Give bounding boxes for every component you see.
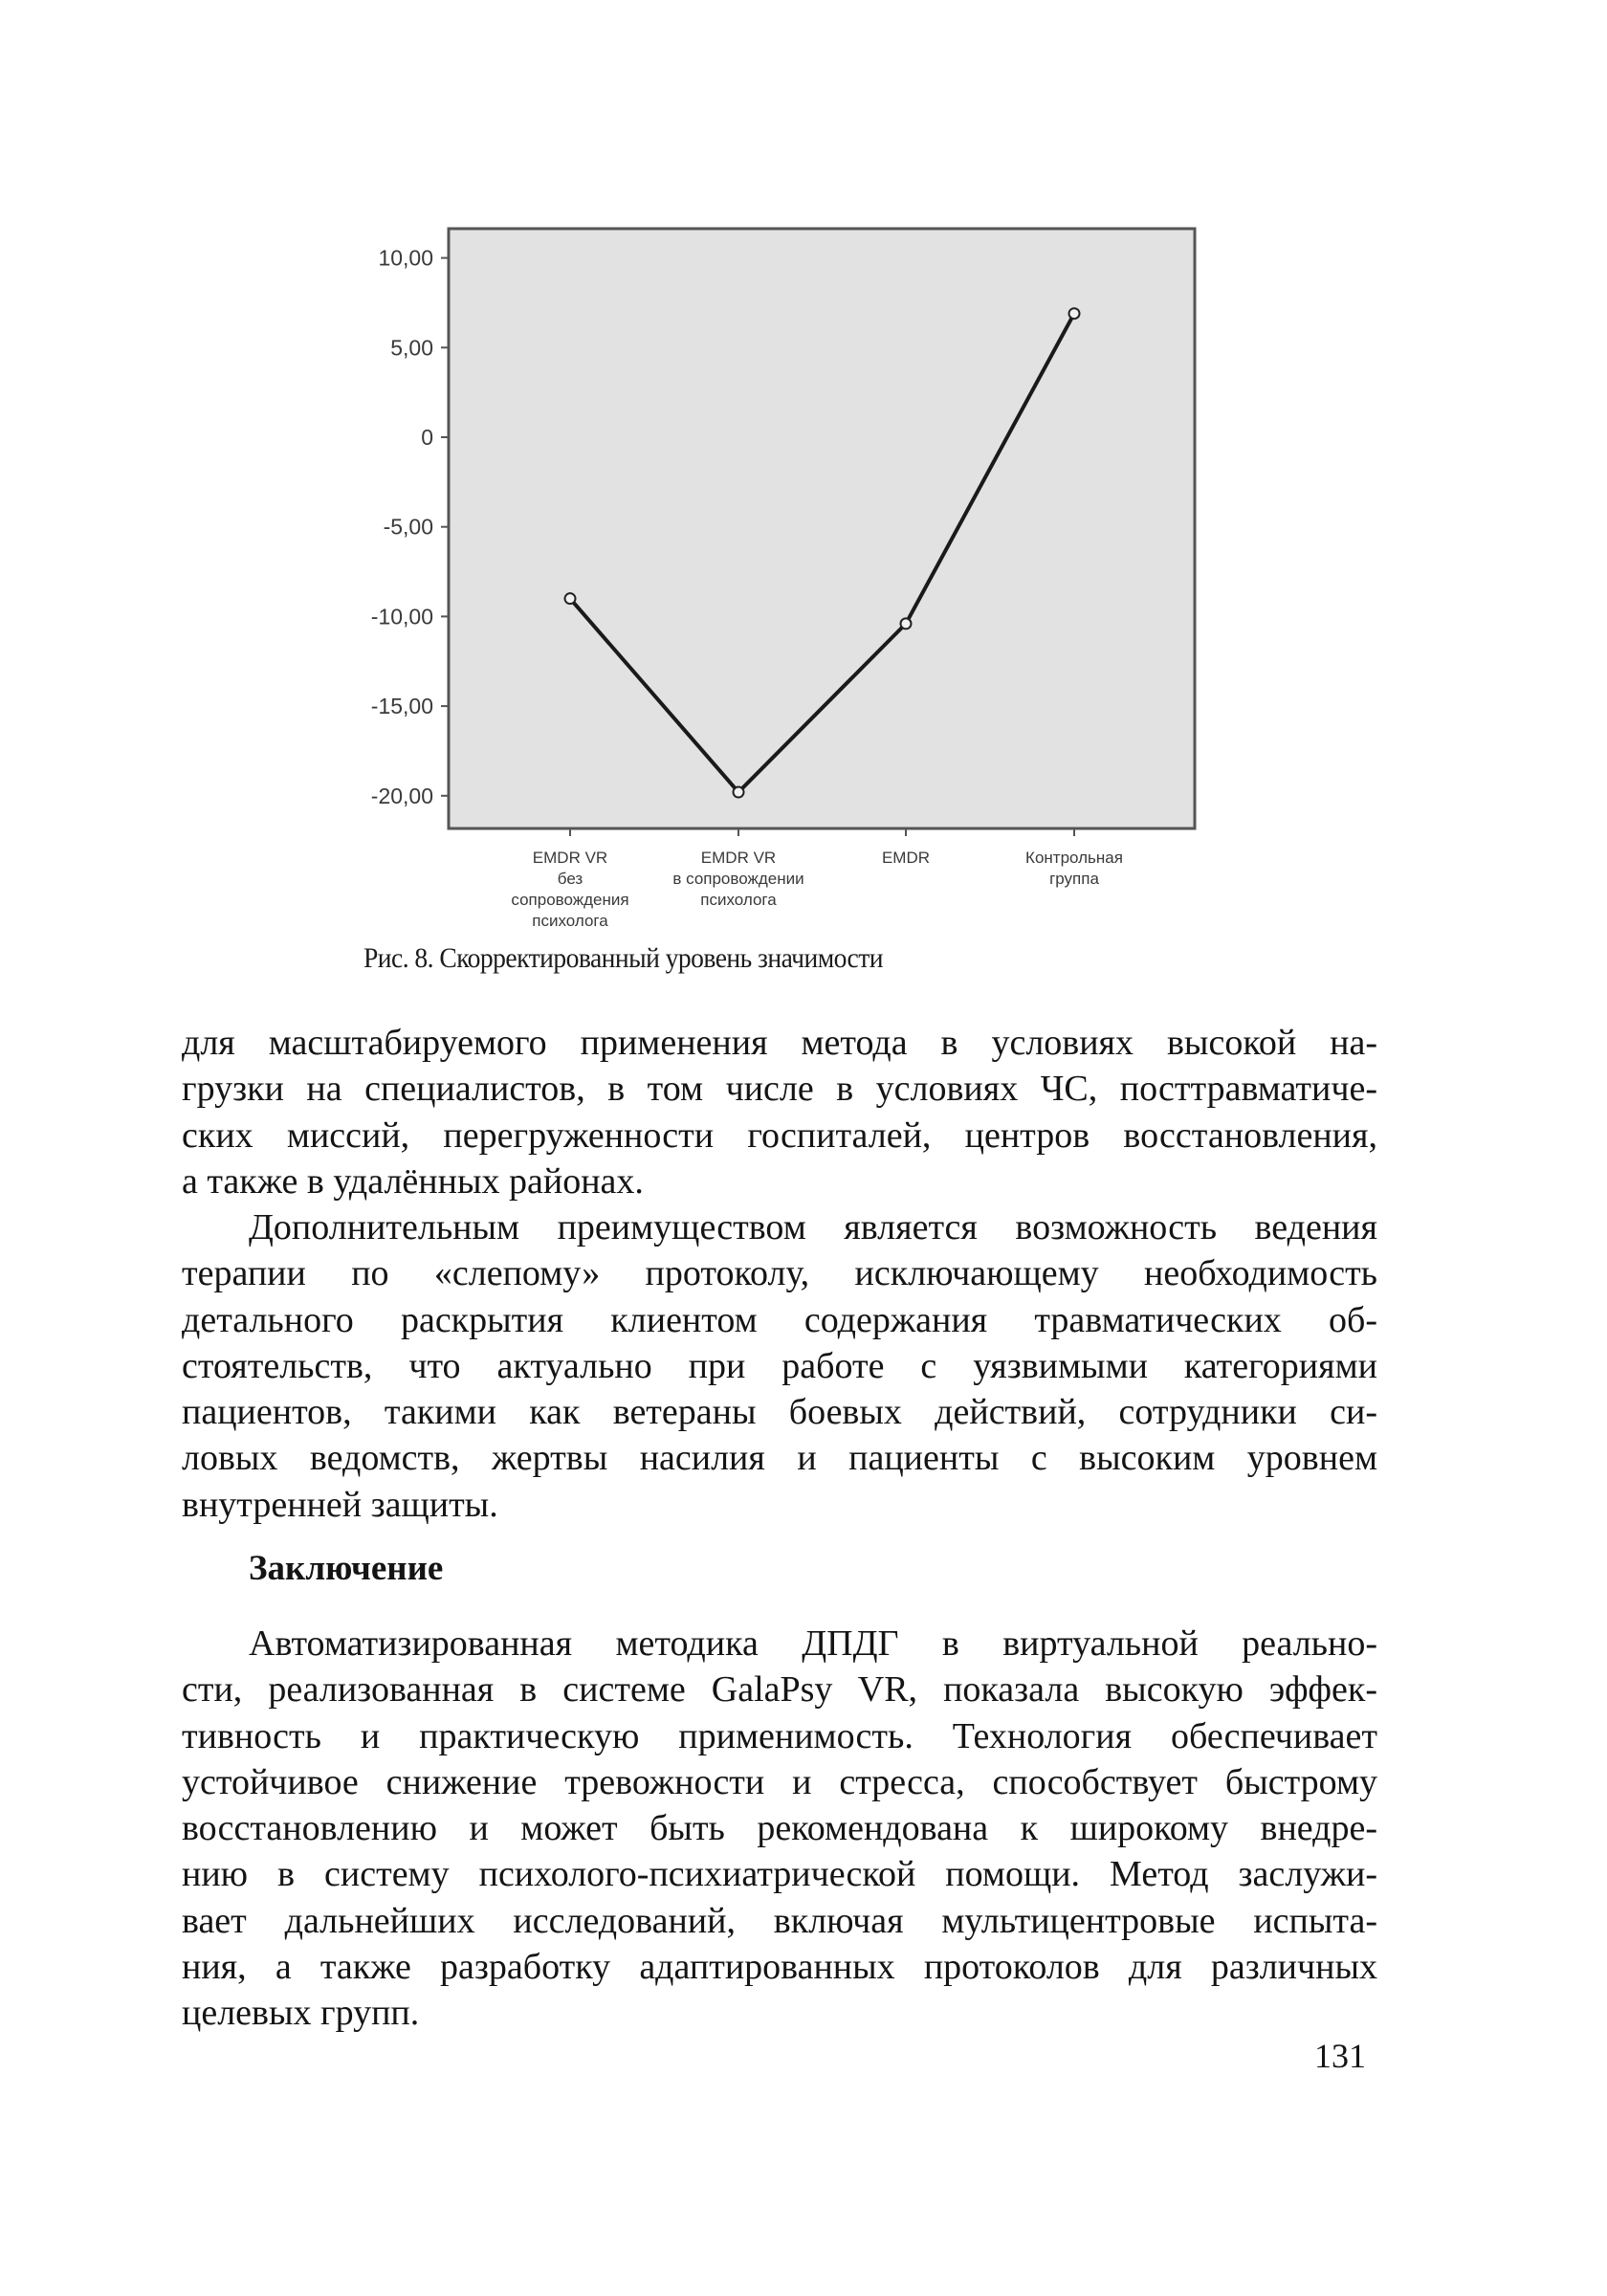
paragraph-2 <box>182 1204 1377 1528</box>
text-line: сти, реализованная в системе GalaPsy VR, показала высокую эффек- <box>182 1669 1377 1711</box>
text-line: для масштабируемого применения метода в условиях высокой на- <box>182 1023 1377 1063</box>
data-point-marker <box>901 618 912 629</box>
page-number: 131 <box>1314 2037 1366 2075</box>
plot-area <box>449 229 1195 828</box>
paragraph-3 <box>182 1621 1377 2037</box>
text-line: грузки на специалистов, в том числе в условиях ЧС, посттравматиче- <box>182 1069 1377 1110</box>
text-line: ловых ведомств, жертвы насилия и пациенты с высоким уровнем <box>182 1438 1377 1479</box>
y-tick-label: 5,00 <box>390 335 433 361</box>
x-category-label: без <box>557 870 583 888</box>
x-category-label: Контрольная <box>1025 849 1123 867</box>
x-category-label: группа <box>1049 870 1099 888</box>
text-line: нию в систему психолого-психиатрической помощи. Метод заслужи- <box>182 1854 1377 1895</box>
text-line: а также в удалённых районах. <box>182 1160 644 1202</box>
y-tick-label: -15,00 <box>370 694 433 719</box>
text-line: внутренней защиты. <box>182 1484 498 1525</box>
text-line: терапии по «слепому» протоколу, исключающему необходимость <box>182 1253 1377 1294</box>
chart-canvas <box>0 0 1607 957</box>
figure-8-line-chart <box>0 0 1607 957</box>
figure-caption: Рис. 8. Скорректированный уровень значимости <box>363 942 883 974</box>
data-point-marker <box>1069 308 1080 319</box>
text-line: Автоматизированная методика ДПДГ в виртуальной реально- <box>249 1623 1377 1664</box>
text-line: детального раскрытия клиентом содержания травматических об- <box>182 1299 1377 1340</box>
y-tick-label: -10,00 <box>370 604 433 629</box>
x-category-label: сопровождения <box>511 891 629 909</box>
x-category-label: EMDR VR <box>532 849 608 867</box>
paragraph-1 <box>182 1020 1377 1204</box>
data-point-marker <box>734 787 744 798</box>
y-tick-label: 0 <box>421 425 433 450</box>
x-category-label: в сопровождении <box>672 870 804 888</box>
text-line: пациентов, такими как ветераны боевых действий, сотрудники си- <box>182 1392 1377 1433</box>
text-line: целевых групп. <box>182 1993 420 2034</box>
text-line: стоятельств, что актуально при работе с уязвимыми категориями <box>182 1345 1377 1386</box>
text-line: тивность и практическую применимость. Технология обеспечивает <box>182 1715 1377 1756</box>
y-tick-label: -20,00 <box>370 783 433 808</box>
text-line: Дополнительным преимуществом является возможность ведения <box>249 1207 1377 1247</box>
x-category-label: психолога <box>700 891 777 909</box>
data-point-marker <box>565 593 576 604</box>
x-category-label: EMDR <box>881 849 931 867</box>
text-line: ния, а также разработку адаптированных протоколов для различных <box>182 1947 1377 1988</box>
x-category-label: EMDR VR <box>700 849 777 867</box>
text-line: ских миссий, перегруженности госпиталей, центров восстановления, <box>182 1115 1377 1156</box>
section-heading: Заключение <box>249 1549 444 1588</box>
text-line: вает дальнейших исследований, включая мультицентровые испыта- <box>182 1900 1377 1941</box>
y-tick-label: 10,00 <box>378 245 433 271</box>
text-line: устойчивое снижение тревожности и стресса, способствует быстрому <box>182 1761 1377 1802</box>
text-line: восстановлению и может быть рекомендована к широкому внедре- <box>182 1808 1377 1849</box>
y-tick-label: -5,00 <box>383 514 433 540</box>
x-category-label: психолога <box>532 912 608 930</box>
